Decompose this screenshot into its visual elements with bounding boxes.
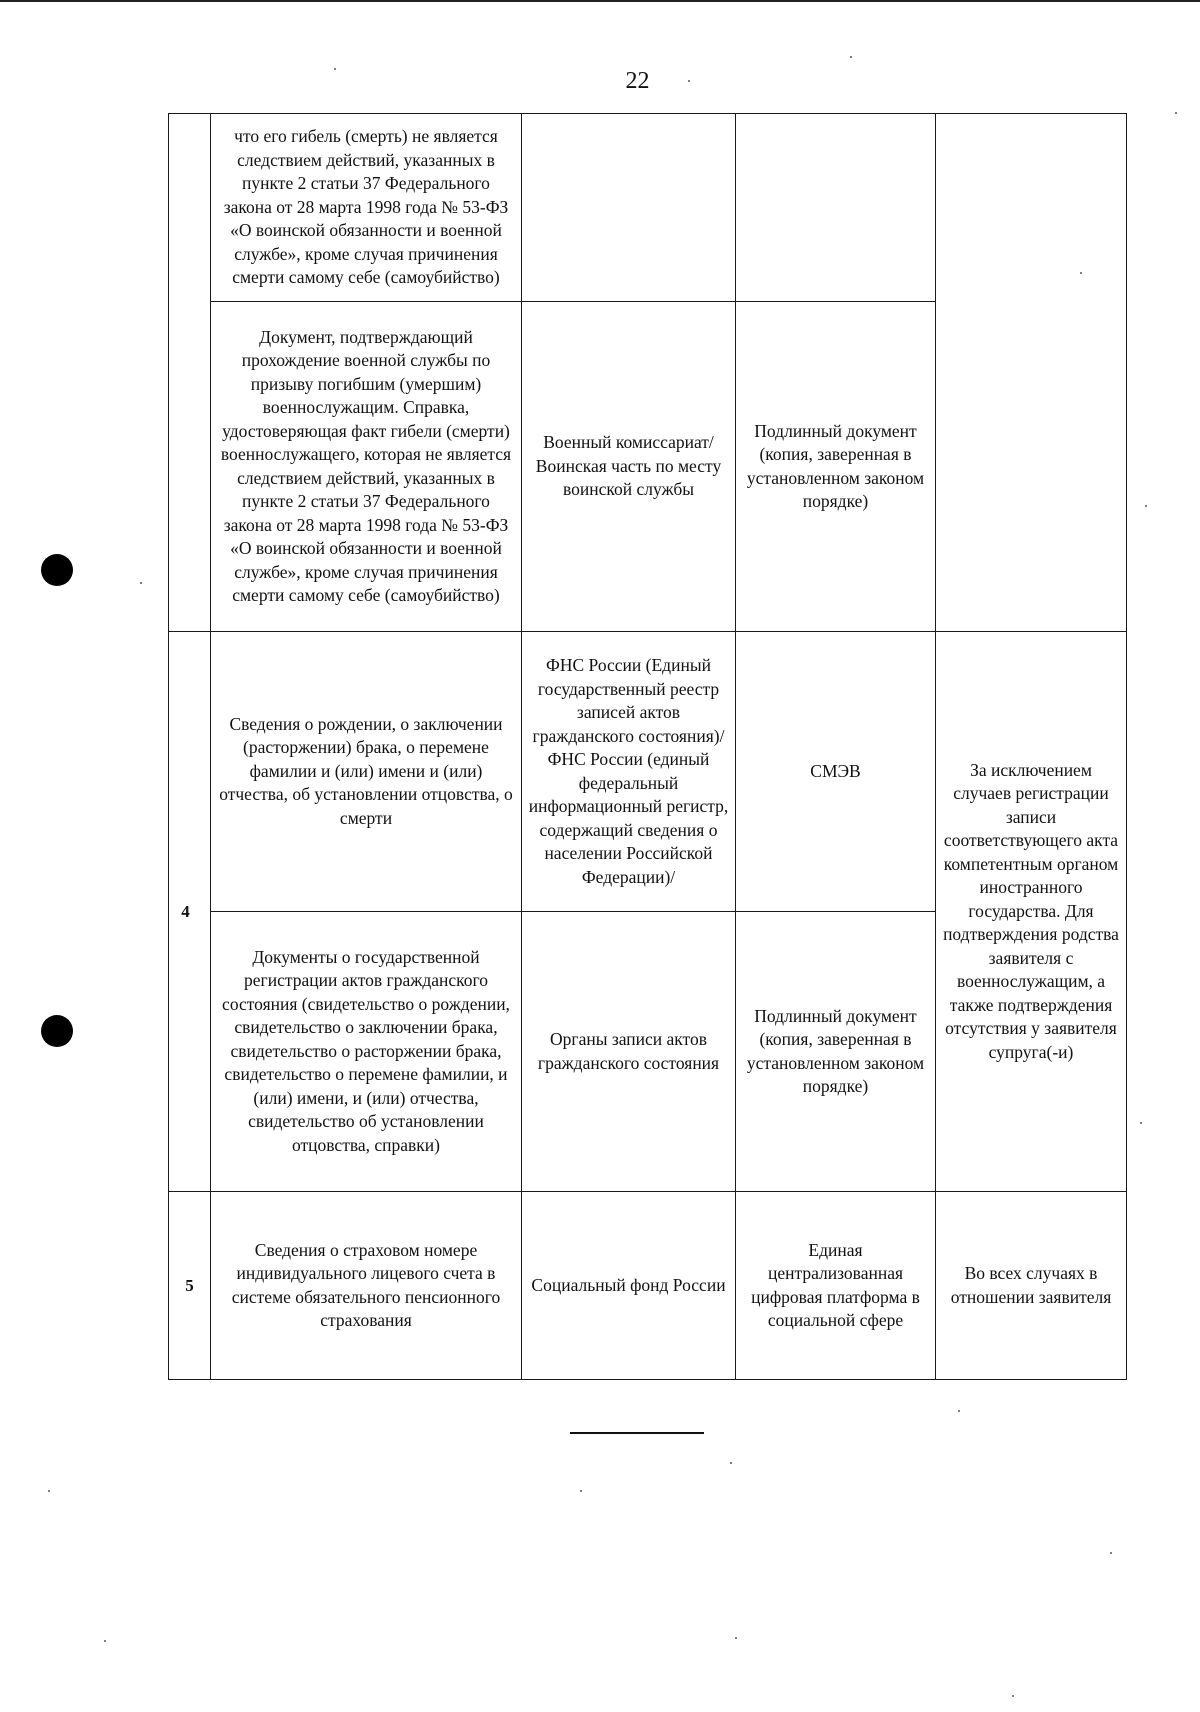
scan-speck bbox=[1012, 1695, 1014, 1697]
document-source-cell bbox=[522, 302, 736, 632]
table-row bbox=[169, 114, 1127, 302]
document-form-cell bbox=[736, 1192, 936, 1380]
document-form-text: Подлинный документ (копия, заверенная в установленном законом порядке) bbox=[746, 420, 925, 511]
scan-speck bbox=[850, 56, 852, 58]
scan-speck bbox=[334, 68, 336, 70]
punch-hole-mark bbox=[41, 1015, 73, 1047]
punch-hole-mark bbox=[41, 554, 73, 586]
document-form-text: СМЭВ bbox=[810, 760, 861, 781]
document-form-text: Подлинный документ (копия, заверенная в установленном законом порядке) bbox=[746, 1005, 925, 1096]
scan-speck bbox=[735, 1637, 737, 1639]
page-number: 22 bbox=[625, 68, 650, 94]
document-source-cell bbox=[522, 912, 736, 1192]
document-form-cell bbox=[736, 632, 936, 912]
scan-speck bbox=[1140, 1122, 1142, 1124]
note-cell bbox=[936, 632, 1127, 1192]
scan-speck bbox=[958, 1410, 960, 1412]
document-form-text: Единая централизованная цифровая платформа в социальной сфере bbox=[751, 1239, 920, 1330]
document-name-cell bbox=[211, 1192, 522, 1380]
document-name-text: Сведения о рождении, о заключении (расторжении) брака, о перемене фамилии и (или) имени и (или) отчества, об установлении отцовства, о смерти bbox=[219, 713, 513, 828]
document-name-cell bbox=[211, 302, 522, 632]
document-source-text: Органы записи актов гражданского состояния bbox=[537, 1029, 720, 1073]
document-name-text: Сведения о страховом номере индивидуального лицевого счета в системе обязательного пенсионного страхования bbox=[231, 1239, 501, 1330]
note-cell bbox=[936, 1192, 1127, 1380]
document-name-cell bbox=[211, 632, 522, 912]
note-text: Во всех случаях в отношении заявителя bbox=[950, 1263, 1112, 1307]
row-number-cell: 5 bbox=[169, 1192, 211, 1380]
document-source-cell bbox=[522, 114, 736, 302]
document-source-text: Социальный фонд России bbox=[531, 1274, 726, 1295]
document-name-text: Документы о государственной регистрации актов гражданского состояния (свидетельство о рождении, свидетельство о заключении брака, свидетельство о расторжении брака, свидетельство о перемене фамилии, и (или) имени, и (или) отчества, свидетельство об установлении отцовства, справки) bbox=[222, 946, 510, 1155]
note-text: За исключением случаев регистрации записи соответствующего акта компетентным органом иностранного государства. Для подтверждения родства заявителя с военнослужащим, а также подтверждения отсутствия у заявителя супруга(-и) bbox=[943, 759, 1119, 1062]
document-source-cell bbox=[522, 1192, 736, 1380]
document-form-cell bbox=[736, 912, 936, 1192]
row-number-cell bbox=[169, 114, 211, 632]
row-number-cell: 4 bbox=[169, 632, 211, 1192]
closing-rule bbox=[570, 1432, 704, 1434]
document-name-text: что его гибель (смерть) не является следствием действий, указанных в пункте 2 статьи 37 Федерального закона от 28 марта 1998 года № 53-ФЗ «О воинской обязанности и военной службе», кроме случая причинения смерти самому себе (самоубийство) bbox=[223, 126, 509, 288]
scan-speck bbox=[1145, 505, 1147, 507]
documents-table bbox=[168, 113, 1127, 1380]
scan-speck bbox=[730, 1462, 732, 1464]
document-name-text: Документ, подтверждающий прохождение военной службы по призыву погибшим (умершим) военнослужащим. Справка, удостоверяющая факт гибели (смерти) военнослужащего, которая не является следствием действий, указанных в пункте 2 статьи 37 Федерального закона от 28 марта 1998 года № 53-ФЗ «О воинской обязанности и военной службе», кроме случая причинения смерти самому себе (самоубийство) bbox=[220, 326, 512, 605]
scan-speck bbox=[140, 582, 142, 584]
top-border-line bbox=[0, 0, 1200, 2]
note-cell bbox=[936, 114, 1127, 632]
scan-speck bbox=[1175, 112, 1177, 114]
scan-speck bbox=[580, 1490, 582, 1492]
scan-speck bbox=[1110, 1552, 1112, 1554]
table-row bbox=[169, 1192, 1127, 1380]
scan-speck bbox=[1080, 272, 1082, 274]
document-name-cell bbox=[211, 912, 522, 1192]
document-form-cell bbox=[736, 302, 936, 632]
scan-speck bbox=[104, 1640, 106, 1642]
document-name-cell bbox=[211, 114, 522, 302]
scan-speck bbox=[48, 1490, 50, 1492]
document-source-text: Военный комиссариат/ Воинская часть по месту воинской службы bbox=[535, 432, 722, 500]
table-row bbox=[169, 632, 1127, 912]
document-form-cell bbox=[736, 114, 936, 302]
document-source-cell bbox=[522, 632, 736, 912]
document-source-text: ФНС России (Единый государственный реестр записей актов гражданского состояния)/ ФНС России (единый федеральный информационный регистр, содержащий сведения о населении Российской Федерации)/ bbox=[528, 655, 729, 887]
scan-speck bbox=[688, 80, 690, 82]
